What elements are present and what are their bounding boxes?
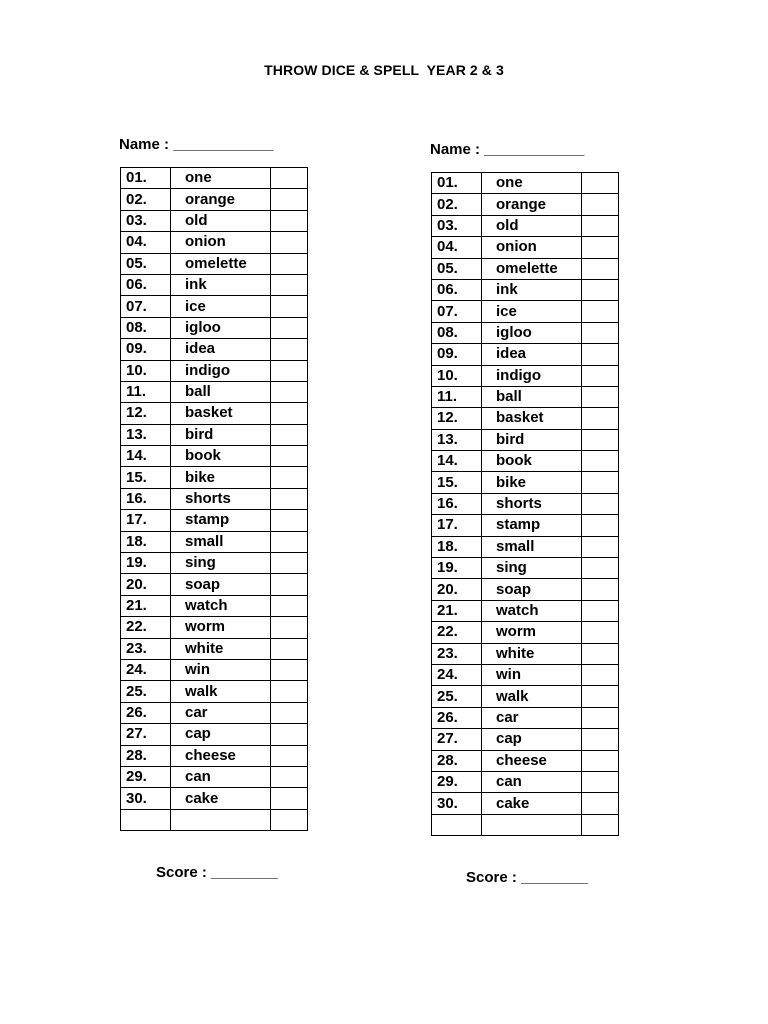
spelling-word: old xyxy=(171,210,271,231)
spelling-word: omelette xyxy=(482,258,582,279)
answer-cell[interactable] xyxy=(582,215,619,236)
word-row xyxy=(121,381,308,402)
answer-cell[interactable] xyxy=(271,766,308,787)
answer-cell[interactable] xyxy=(271,296,308,317)
word-number: 25. xyxy=(432,686,482,707)
word-number: 03. xyxy=(432,215,482,236)
answer-cell[interactable] xyxy=(582,194,619,215)
word-row xyxy=(432,429,619,450)
word-number: 14. xyxy=(432,451,482,472)
spelling-word: soap xyxy=(482,579,582,600)
word-table-right-body xyxy=(432,173,619,836)
spelling-word: can xyxy=(171,766,271,787)
answer-cell[interactable] xyxy=(271,232,308,253)
word-number: 17. xyxy=(432,515,482,536)
word-number: 27. xyxy=(121,724,171,745)
empty-cell[interactable] xyxy=(582,814,619,835)
word-number: 01. xyxy=(432,173,482,194)
word-row xyxy=(121,296,308,317)
spelling-word: cap xyxy=(482,729,582,750)
empty-row xyxy=(121,809,308,830)
word-row xyxy=(432,771,619,792)
spelling-word: idea xyxy=(482,344,582,365)
word-row xyxy=(121,617,308,638)
answer-cell[interactable] xyxy=(582,472,619,493)
word-row xyxy=(121,168,308,189)
word-row xyxy=(121,424,308,445)
spelling-word: onion xyxy=(482,237,582,258)
word-row xyxy=(432,729,619,750)
word-row xyxy=(121,339,308,360)
empty-cell[interactable] xyxy=(121,809,171,830)
answer-cell[interactable] xyxy=(271,788,308,809)
word-number: 14. xyxy=(121,446,171,467)
word-row xyxy=(432,536,619,557)
spelling-word: sing xyxy=(171,553,271,574)
word-number: 24. xyxy=(121,659,171,680)
spelling-word: small xyxy=(171,531,271,552)
spelling-word: shorts xyxy=(171,488,271,509)
word-number: 21. xyxy=(121,595,171,616)
word-number: 12. xyxy=(121,403,171,424)
spelling-word: basket xyxy=(482,408,582,429)
word-row xyxy=(432,750,619,771)
word-number: 02. xyxy=(121,189,171,210)
word-table-right xyxy=(431,172,619,836)
word-row xyxy=(432,237,619,258)
answer-cell[interactable] xyxy=(271,617,308,638)
spelling-word: cake xyxy=(482,793,582,814)
answer-cell[interactable] xyxy=(271,446,308,467)
answer-cell[interactable] xyxy=(582,558,619,579)
word-number: 22. xyxy=(432,622,482,643)
spelling-word: shorts xyxy=(482,493,582,514)
spelling-word: ice xyxy=(482,301,582,322)
spelling-word: cheese xyxy=(482,750,582,771)
spelling-word: indigo xyxy=(171,360,271,381)
word-number: 25. xyxy=(121,681,171,702)
word-row xyxy=(432,365,619,386)
word-row xyxy=(432,386,619,407)
word-row xyxy=(121,574,308,595)
spelling-word: bike xyxy=(482,472,582,493)
word-row xyxy=(121,189,308,210)
word-number: 30. xyxy=(121,788,171,809)
word-row xyxy=(121,745,308,766)
answer-cell[interactable] xyxy=(582,622,619,643)
spelling-word: worm xyxy=(171,617,271,638)
spelling-word: stamp xyxy=(482,515,582,536)
answer-cell[interactable] xyxy=(582,664,619,685)
word-number: 05. xyxy=(121,253,171,274)
answer-cell[interactable] xyxy=(582,536,619,557)
word-number: 01. xyxy=(121,168,171,189)
word-number: 20. xyxy=(432,579,482,600)
word-row xyxy=(432,643,619,664)
word-number: 19. xyxy=(121,553,171,574)
spelling-word: ice xyxy=(171,296,271,317)
word-number: 08. xyxy=(432,322,482,343)
answer-cell[interactable] xyxy=(271,339,308,360)
spelling-word: igloo xyxy=(171,317,271,338)
answer-cell[interactable] xyxy=(271,360,308,381)
word-number: 18. xyxy=(432,536,482,557)
answer-cell[interactable] xyxy=(271,659,308,680)
answer-cell[interactable] xyxy=(271,531,308,552)
word-number: 11. xyxy=(432,386,482,407)
spelling-word: orange xyxy=(171,189,271,210)
spelling-word: watch xyxy=(482,600,582,621)
answer-cell[interactable] xyxy=(271,168,308,189)
answer-cell[interactable] xyxy=(271,274,308,295)
spelling-word: orange xyxy=(482,194,582,215)
answer-cell[interactable] xyxy=(582,707,619,728)
word-row xyxy=(432,472,619,493)
word-number: 03. xyxy=(121,210,171,231)
word-number: 24. xyxy=(432,664,482,685)
word-row xyxy=(121,553,308,574)
word-row xyxy=(121,488,308,509)
answer-cell[interactable] xyxy=(271,553,308,574)
word-row xyxy=(432,622,619,643)
word-row xyxy=(432,408,619,429)
answer-cell[interactable] xyxy=(271,424,308,445)
answer-cell[interactable] xyxy=(582,600,619,621)
word-number: 06. xyxy=(121,274,171,295)
word-row xyxy=(432,707,619,728)
word-number: 18. xyxy=(121,531,171,552)
word-number: 07. xyxy=(121,296,171,317)
spelling-word: ink xyxy=(171,274,271,295)
spelling-word: small xyxy=(482,536,582,557)
spelling-word: stamp xyxy=(171,510,271,531)
answer-cell[interactable] xyxy=(271,253,308,274)
spelling-word: book xyxy=(482,451,582,472)
answer-cell[interactable] xyxy=(271,467,308,488)
spelling-word: win xyxy=(482,664,582,685)
word-number: 04. xyxy=(121,232,171,253)
spelling-word: indigo xyxy=(482,365,582,386)
answer-cell[interactable] xyxy=(582,579,619,600)
answer-cell[interactable] xyxy=(582,686,619,707)
word-row xyxy=(121,702,308,723)
empty-cell[interactable] xyxy=(482,814,582,835)
word-number: 15. xyxy=(432,472,482,493)
word-number: 11. xyxy=(121,381,171,402)
spelling-word: ball xyxy=(482,386,582,407)
empty-cell[interactable] xyxy=(432,814,482,835)
answer-cell[interactable] xyxy=(271,702,308,723)
word-row xyxy=(121,724,308,745)
spelling-word: walk xyxy=(482,686,582,707)
answer-cell[interactable] xyxy=(582,173,619,194)
score-field-left[interactable]: Score : ________ xyxy=(156,864,278,881)
spelling-word: cheese xyxy=(171,745,271,766)
word-row xyxy=(121,317,308,338)
word-number: 20. xyxy=(121,574,171,595)
word-number: 13. xyxy=(121,424,171,445)
answer-cell[interactable] xyxy=(582,793,619,814)
word-number: 27. xyxy=(432,729,482,750)
word-row xyxy=(432,258,619,279)
word-row xyxy=(432,793,619,814)
spelling-word: white xyxy=(482,643,582,664)
answer-cell[interactable] xyxy=(582,429,619,450)
word-number: 22. xyxy=(121,617,171,638)
answer-cell[interactable] xyxy=(582,643,619,664)
word-row xyxy=(121,210,308,231)
word-number: 23. xyxy=(121,638,171,659)
spelling-word: sing xyxy=(482,558,582,579)
word-number: 04. xyxy=(432,237,482,258)
word-row xyxy=(432,173,619,194)
word-number: 06. xyxy=(432,279,482,300)
word-number: 29. xyxy=(432,771,482,792)
answer-cell[interactable] xyxy=(271,403,308,424)
word-number: 26. xyxy=(121,702,171,723)
word-number: 15. xyxy=(121,467,171,488)
answer-cell[interactable] xyxy=(582,729,619,750)
spelling-word: soap xyxy=(171,574,271,595)
word-row xyxy=(121,253,308,274)
answer-cell[interactable] xyxy=(271,745,308,766)
answer-cell[interactable] xyxy=(271,638,308,659)
word-row xyxy=(432,215,619,236)
word-row xyxy=(432,600,619,621)
word-number: 23. xyxy=(432,643,482,664)
word-row xyxy=(121,531,308,552)
word-row xyxy=(432,664,619,685)
spelling-word: car xyxy=(171,702,271,723)
word-row xyxy=(121,232,308,253)
empty-cell[interactable] xyxy=(171,809,271,830)
spelling-word: igloo xyxy=(482,322,582,343)
spelling-word: book xyxy=(171,446,271,467)
word-number: 26. xyxy=(432,707,482,728)
answer-cell[interactable] xyxy=(582,258,619,279)
word-number: 09. xyxy=(121,339,171,360)
spelling-word: bird xyxy=(171,424,271,445)
word-row xyxy=(432,194,619,215)
word-number: 30. xyxy=(432,793,482,814)
spelling-word: can xyxy=(482,771,582,792)
word-row xyxy=(432,686,619,707)
spelling-word: omelette xyxy=(171,253,271,274)
word-number: 13. xyxy=(432,429,482,450)
answer-cell[interactable] xyxy=(582,237,619,258)
answer-cell[interactable] xyxy=(582,515,619,536)
answer-cell[interactable] xyxy=(582,750,619,771)
word-row xyxy=(432,279,619,300)
name-field-left[interactable]: Name : ____________ xyxy=(119,136,274,153)
answer-cell[interactable] xyxy=(582,279,619,300)
answer-cell[interactable] xyxy=(271,724,308,745)
spelling-word: one xyxy=(482,173,582,194)
word-table-left-body xyxy=(121,168,308,831)
answer-cell[interactable] xyxy=(271,381,308,402)
word-row xyxy=(121,510,308,531)
answer-cell[interactable] xyxy=(582,451,619,472)
answer-cell[interactable] xyxy=(271,317,308,338)
spelling-word: old xyxy=(482,215,582,236)
answer-cell[interactable] xyxy=(271,189,308,210)
word-number: 10. xyxy=(432,365,482,386)
worksheet-title: THROW DICE & SPELL YEAR 2 & 3 xyxy=(264,62,504,78)
word-number: 08. xyxy=(121,317,171,338)
answer-cell[interactable] xyxy=(582,493,619,514)
word-number: 10. xyxy=(121,360,171,381)
answer-cell[interactable] xyxy=(271,210,308,231)
word-row xyxy=(121,467,308,488)
word-row xyxy=(432,558,619,579)
spelling-word: cap xyxy=(171,724,271,745)
word-row xyxy=(432,451,619,472)
word-number: 12. xyxy=(432,408,482,429)
answer-cell[interactable] xyxy=(582,771,619,792)
word-row xyxy=(121,595,308,616)
answer-cell[interactable] xyxy=(582,365,619,386)
word-number: 28. xyxy=(432,750,482,771)
answer-cell[interactable] xyxy=(582,301,619,322)
word-row xyxy=(121,681,308,702)
spelling-word: ink xyxy=(482,279,582,300)
word-row xyxy=(432,515,619,536)
spelling-word: car xyxy=(482,707,582,728)
score-field-right[interactable]: Score : ________ xyxy=(466,869,588,886)
word-number: 21. xyxy=(432,600,482,621)
word-number: 19. xyxy=(432,558,482,579)
spelling-word: worm xyxy=(482,622,582,643)
empty-row xyxy=(432,814,619,835)
word-number: 16. xyxy=(121,488,171,509)
spelling-word: ball xyxy=(171,381,271,402)
word-table-left xyxy=(120,167,308,831)
answer-cell[interactable] xyxy=(582,386,619,407)
word-number: 29. xyxy=(121,766,171,787)
spelling-word: one xyxy=(171,168,271,189)
spelling-word: watch xyxy=(171,595,271,616)
word-row xyxy=(121,403,308,424)
word-row xyxy=(121,446,308,467)
name-field-right[interactable]: Name : ____________ xyxy=(430,141,585,158)
word-row xyxy=(432,322,619,343)
empty-cell[interactable] xyxy=(271,809,308,830)
answer-cell[interactable] xyxy=(582,344,619,365)
word-number: 28. xyxy=(121,745,171,766)
spelling-word: walk xyxy=(171,681,271,702)
word-number: 05. xyxy=(432,258,482,279)
spelling-word: basket xyxy=(171,403,271,424)
answer-cell[interactable] xyxy=(582,322,619,343)
answer-cell[interactable] xyxy=(271,488,308,509)
word-row xyxy=(432,344,619,365)
answer-cell[interactable] xyxy=(271,595,308,616)
spelling-word: onion xyxy=(171,232,271,253)
spelling-word: bike xyxy=(171,467,271,488)
word-number: 02. xyxy=(432,194,482,215)
answer-cell[interactable] xyxy=(582,408,619,429)
word-number: 09. xyxy=(432,344,482,365)
answer-cell[interactable] xyxy=(271,681,308,702)
answer-cell[interactable] xyxy=(271,510,308,531)
answer-cell[interactable] xyxy=(271,574,308,595)
word-row xyxy=(121,659,308,680)
word-number: 17. xyxy=(121,510,171,531)
word-row xyxy=(121,274,308,295)
spelling-word: win xyxy=(171,659,271,680)
word-row xyxy=(432,301,619,322)
spelling-word: idea xyxy=(171,339,271,360)
word-row xyxy=(121,788,308,809)
word-row xyxy=(432,579,619,600)
word-row xyxy=(121,360,308,381)
word-row xyxy=(121,766,308,787)
word-row xyxy=(432,493,619,514)
word-row xyxy=(121,638,308,659)
word-number: 16. xyxy=(432,493,482,514)
spelling-word: white xyxy=(171,638,271,659)
spelling-word: cake xyxy=(171,788,271,809)
spelling-word: bird xyxy=(482,429,582,450)
word-number: 07. xyxy=(432,301,482,322)
